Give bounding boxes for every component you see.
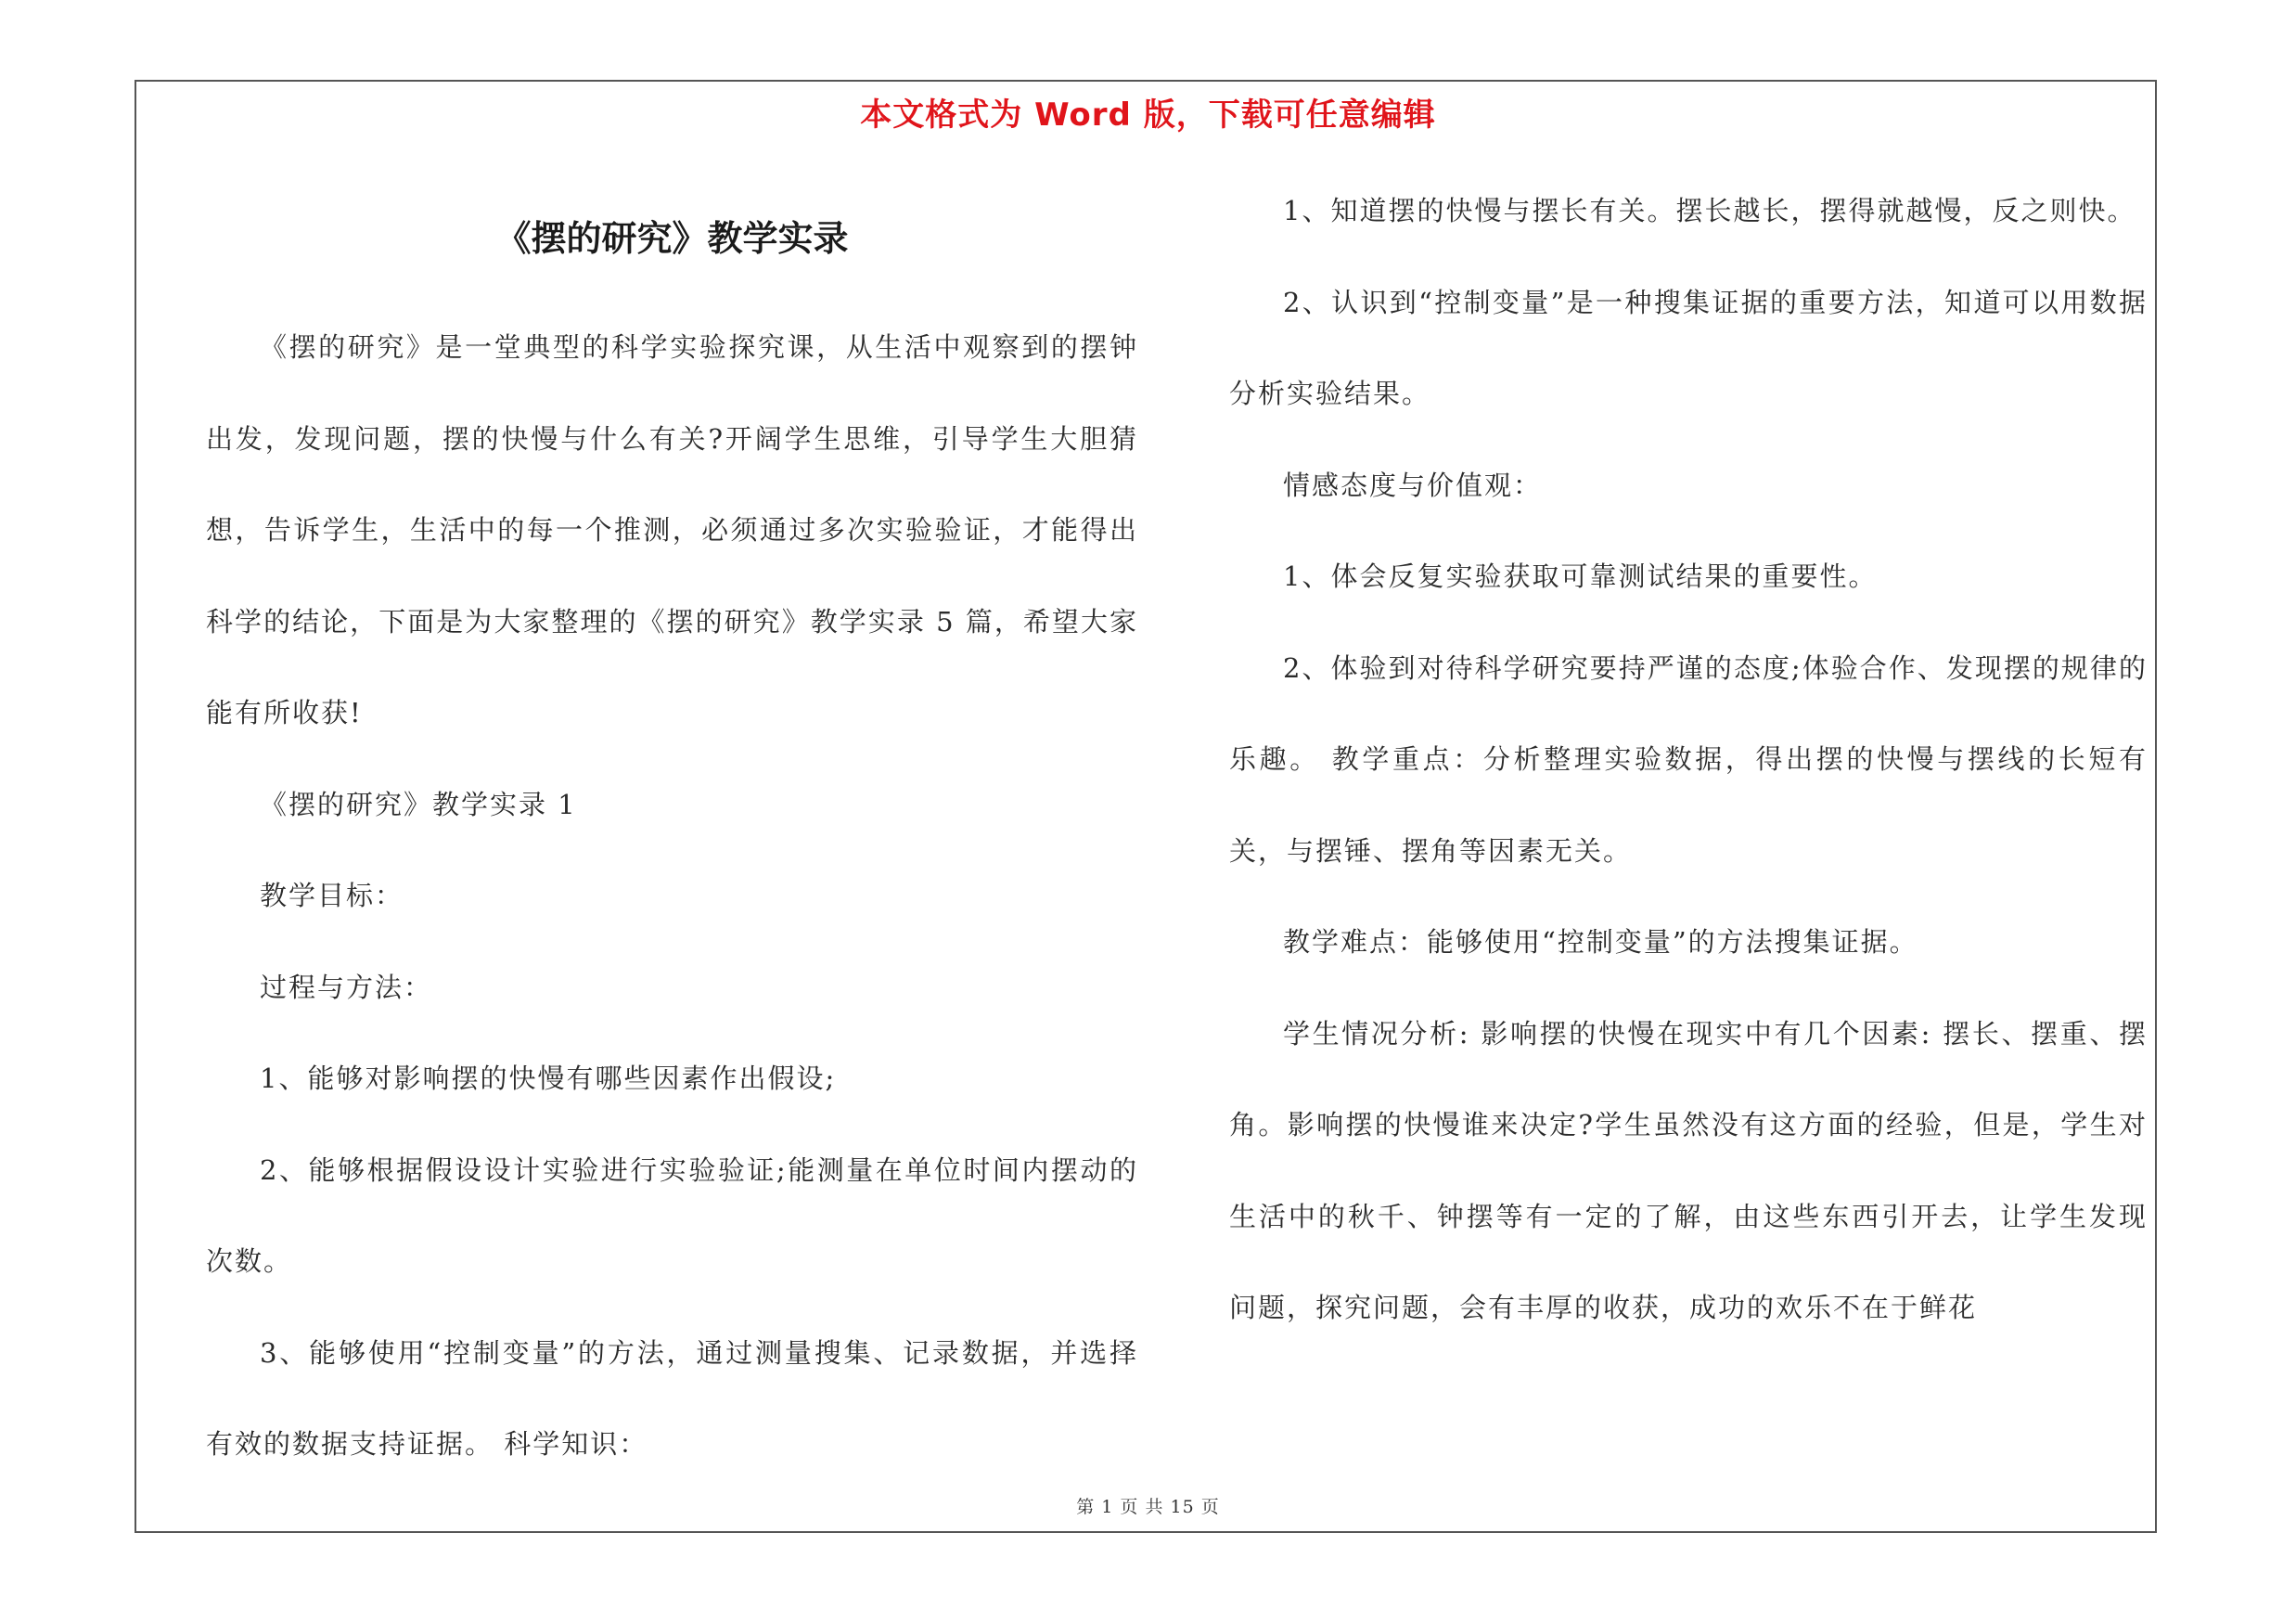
knowledge-item-1: 1、知道摆的快慢与摆长有关。摆长越长，摆得就越慢，反之则快。 xyxy=(1283,195,2136,226)
right-text-column xyxy=(1229,165,2148,1354)
teaching-objectives-heading: 教学目标： xyxy=(260,880,404,911)
teaching-difficulty: 教学难点：能够使用“控制变量”的方法搜集证据。 xyxy=(1283,926,1918,958)
intro-paragraph: 《摆的研究》是一堂典型的科学实验探究课，从生活中观察到的摆钟出发，发现问题，摆的快慢与什么有关?开阔学生思维，引导学生大胆猜想，告诉学生，生活中的每一个推测，必须通过多次实验验证，才能得出科学的结论，下面是为大家整理的《摆的研究》教学实录 5 篇，希望大家能有所收获! xyxy=(206,331,1138,728)
objective-item-1: 1、能够对影响摆的快慢有哪些因素作出假设; xyxy=(260,1063,837,1094)
knowledge-item-2: 2、认识到“控制变量”是一种搜集证据的重要方法，知道可以用数据分析实验结果。 xyxy=(1229,286,2148,409)
attitude-values-heading: 情感态度与价值观： xyxy=(1283,469,1543,501)
page-number-footer: 第 1 页 共 15 页 xyxy=(1076,1497,1220,1517)
left-text-column xyxy=(206,302,1138,1490)
attitude-item-1: 1、体会反复实验获取可靠测试结果的重要性。 xyxy=(1283,560,1878,592)
process-methods-heading: 过程与方法： xyxy=(260,971,433,1003)
attitude-item-2-key-points: 2、体验到对待科学研究要持严谨的态度;体验合作、发现摆的规律的乐趣。 教学重点：分析整理实验数据，得出摆的快慢与摆线的长短有关，与摆锤、摆角等因素无关。 xyxy=(1229,651,2148,867)
objective-item-3: 3、能够使用“控制变量”的方法，通过测量搜集、记录数据，并选择有效的数据支持证据。 科学知识： xyxy=(206,1336,1138,1460)
student-analysis: 学生情况分析: 影响摆的快慢在现实中有几个因素: 摆长、摆重、摆角。影响摆的快慢谁来决定?学生虽然没有这方面的经验，但是，学生对生活中的秋千、钟摆等有一定的了解，由这些东西引开去，让学生发现问题，探究问题，会有丰厚的收获，成功的欢乐不在于鲜花 xyxy=(1229,1017,2148,1323)
document-title: 《摆的研究》教学实录 xyxy=(495,218,849,259)
word-format-banner: 本文格式为 Word 版，下载可任意编辑 xyxy=(860,97,1436,134)
section-heading-record-1: 《摆的研究》教学实录 1 xyxy=(260,788,577,820)
objective-item-2: 2、能够根据假设设计实验进行实验验证;能测量在单位时间内摆动的次数。 xyxy=(206,1153,1138,1277)
